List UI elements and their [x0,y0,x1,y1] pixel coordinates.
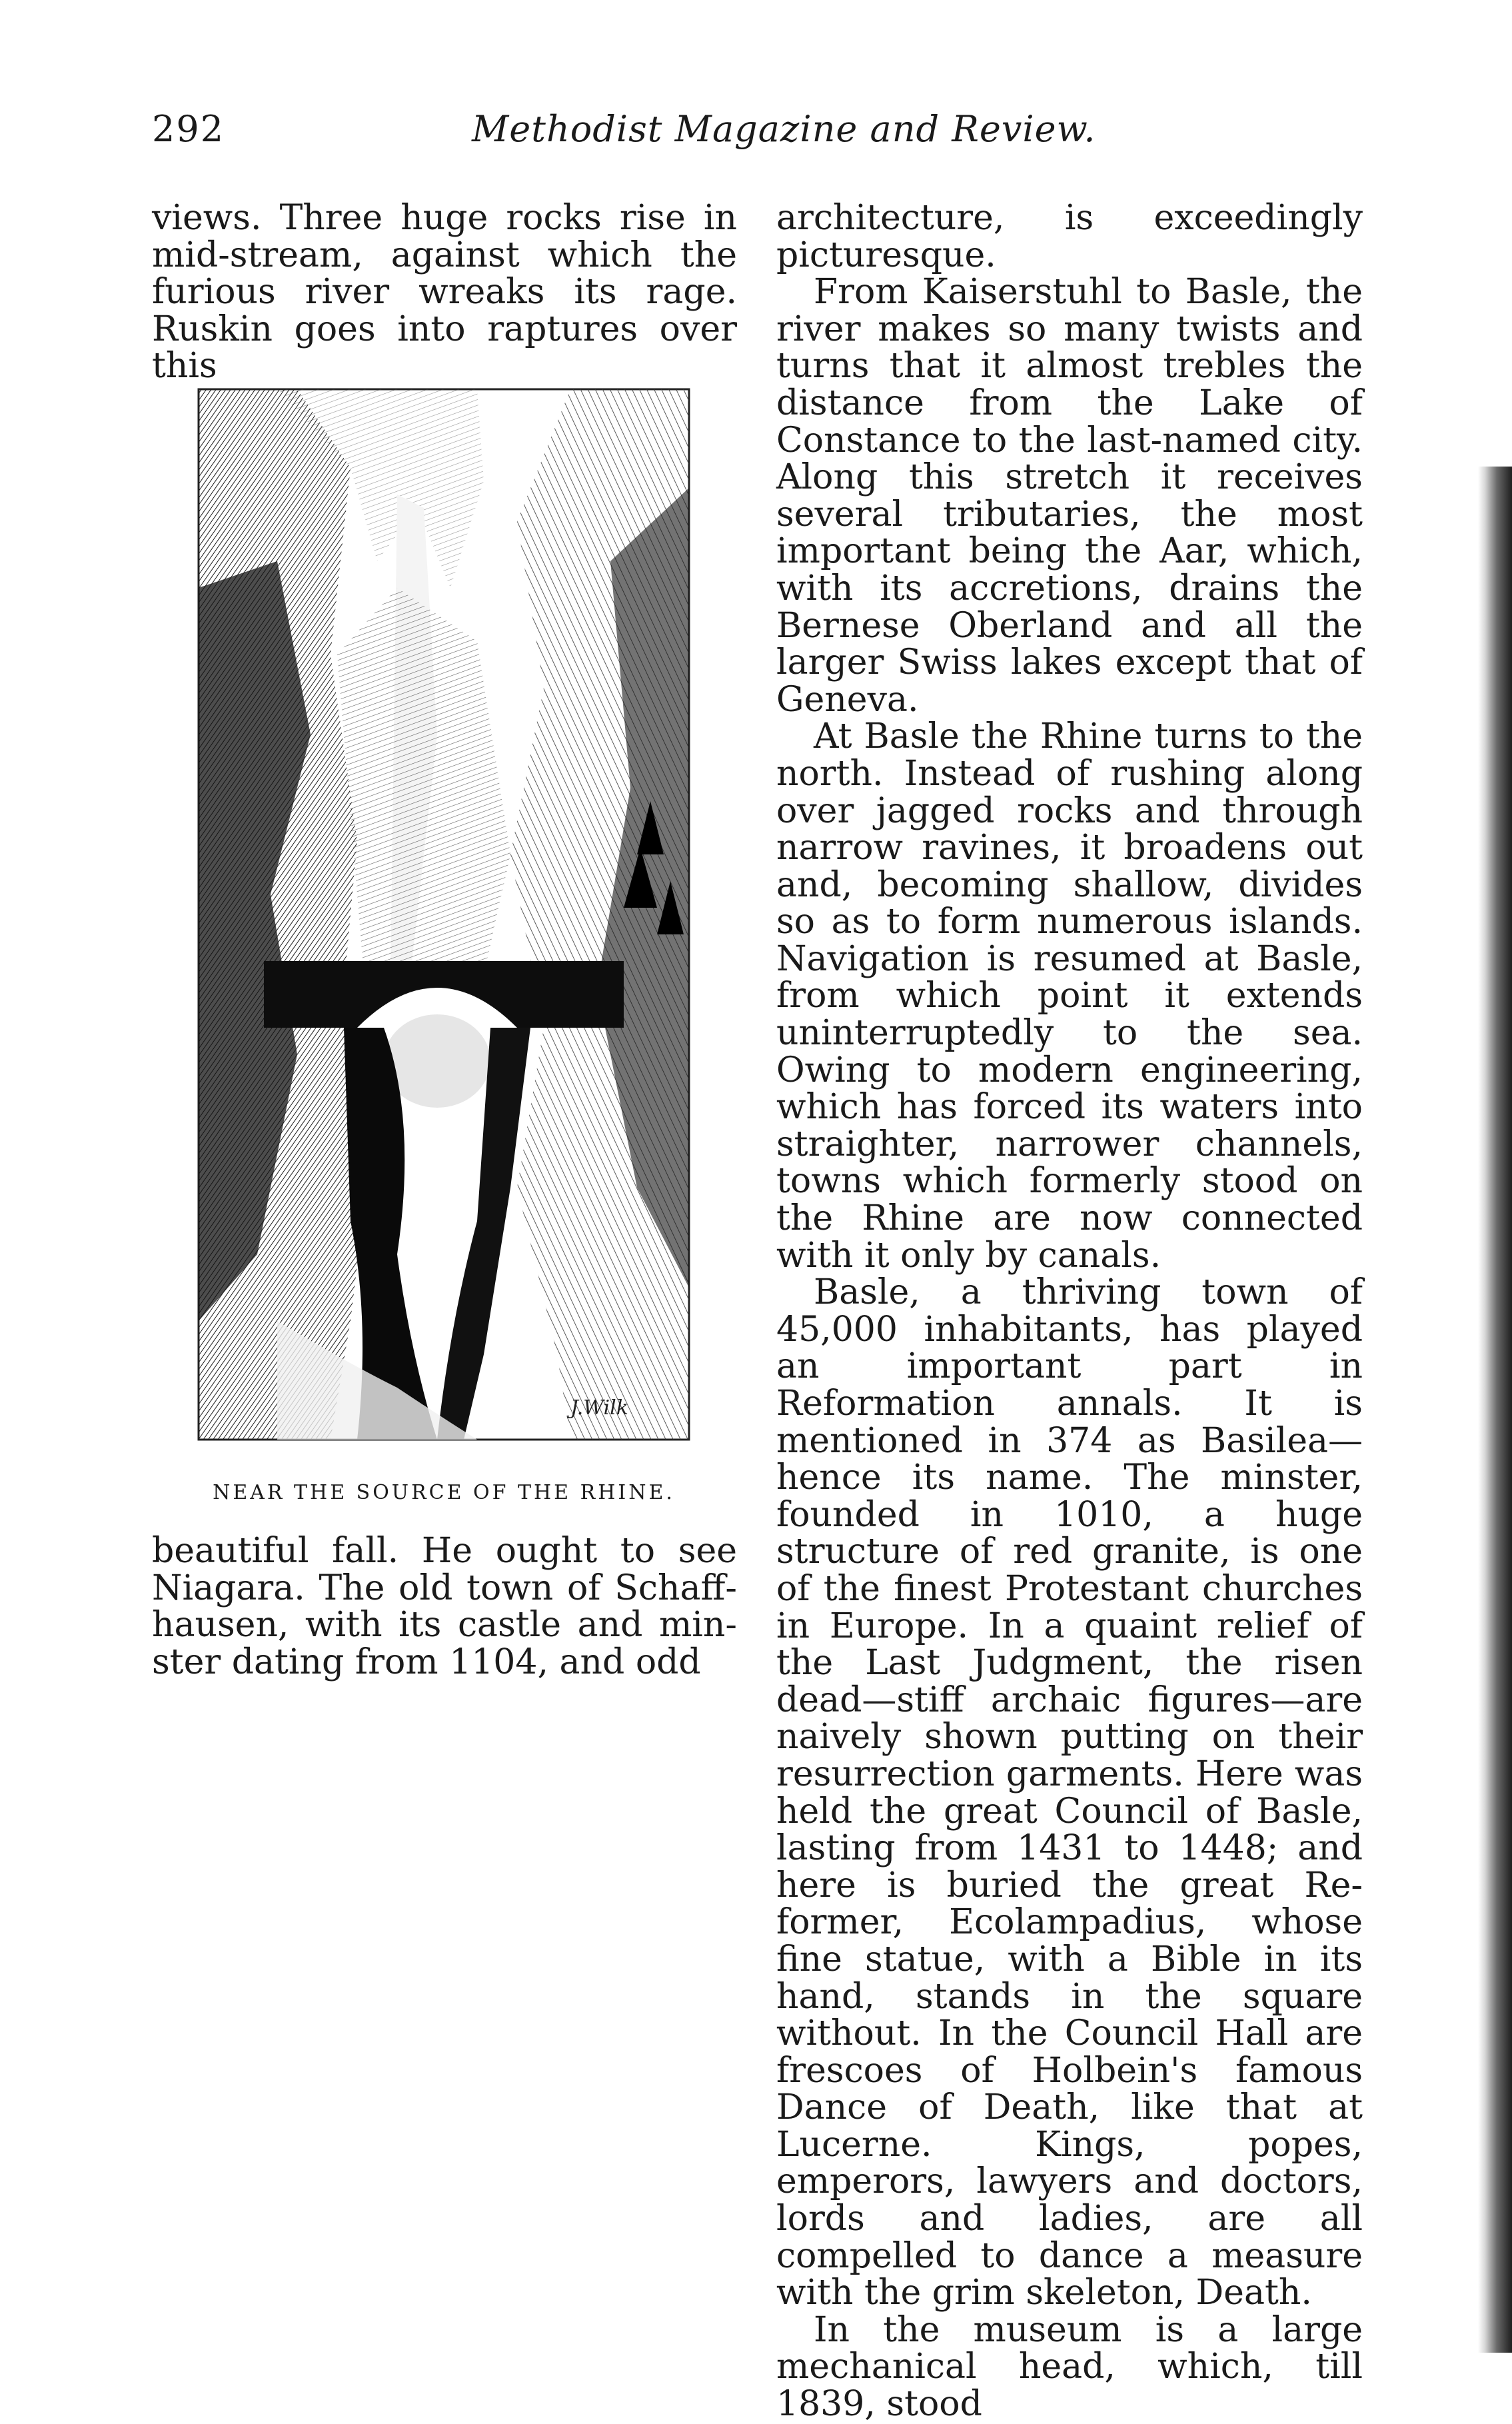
paragraph: In the museum is a large mechanical head, which, till 1839, stood [776,2309,1363,2424]
left-column-top-text [152,200,737,385]
paragraph: architecture, is exceedingly picturesque. [776,198,1363,275]
paragraph: Basle, a thriving town of 45,000 inhabitants, has played an important part in Reformation annals. It is mentioned in 374 as Basilea— hence its name. The minster, founded in 1010, a huge structure of red granite, is one of the finest Protestant churches in Europe. In a quaint relief of the Last Judgment, the risen dead—stiff archaic figures—are naively shown putting on their resurrection garments. Here was held the great Council of Basle, lasting from 1431 to 1448; and here is buried the great Reformer, Ecolampadius, whose fine statue, with a Bible in its hand, stands in the square without. In the Council Hall are frescoes of Holbein's famous Dance of Death, like that at Lucerne. Kings, popes, emperors, lawyers and doctors, lords and ladies, are all compelled to dance a measure with the grim skeleton, Death. [776,1272,1363,2313]
left-column-bottom-text [152,1533,737,1681]
running-title: Methodist Magazine and Review. [472,108,1096,150]
paragraph: views. Three huge rocks rise in mid-stream, against which the furious river wreaks its rage. Ruskin goes into raptures over this [152,198,737,387]
paragraph: From Kaiserstuhl to Basle, the river makes so many twists and turns that it almost trebles the distance from the Lake of Constance to the last-named city. Along this stretch it receives several tributaries, the most important being the Aar, which, with its accretions, drains the Bernese Oberland and all the larger Swiss lakes except that of Geneva. [776,272,1363,720]
gorge-bridge-engraving [197,388,690,1441]
paragraph: beautiful fall. He ought to see Niagara. The old town of Schaffhausen, with its castle and minster dating from 1104, and odd [152,1531,737,1682]
paragraph: At Basle the Rhine turns to the north. Instead of rushing along over jagged rocks and through narrow ravines, it broadens out and, becoming shallow, divides so as to form numerous islands. Navigation is resumed at Basle, from which point it extends uninterruptedly to the sea. Owing to modern engineering, which has forced its waters into straighter, narrower channels, towns which formerly stood on the Rhine are now connected with it only by canals. [776,716,1363,1276]
page-number: 292 [152,108,225,150]
illustration-figure [197,388,690,1504]
page-header [152,108,1325,168]
page-edge-shadow [1478,467,1512,2353]
right-column-text [776,200,1363,2423]
figure-caption: NEAR THE SOURCE OF THE RHINE. [213,1481,675,1504]
artist-signature: J.Wilk [570,1396,628,1420]
